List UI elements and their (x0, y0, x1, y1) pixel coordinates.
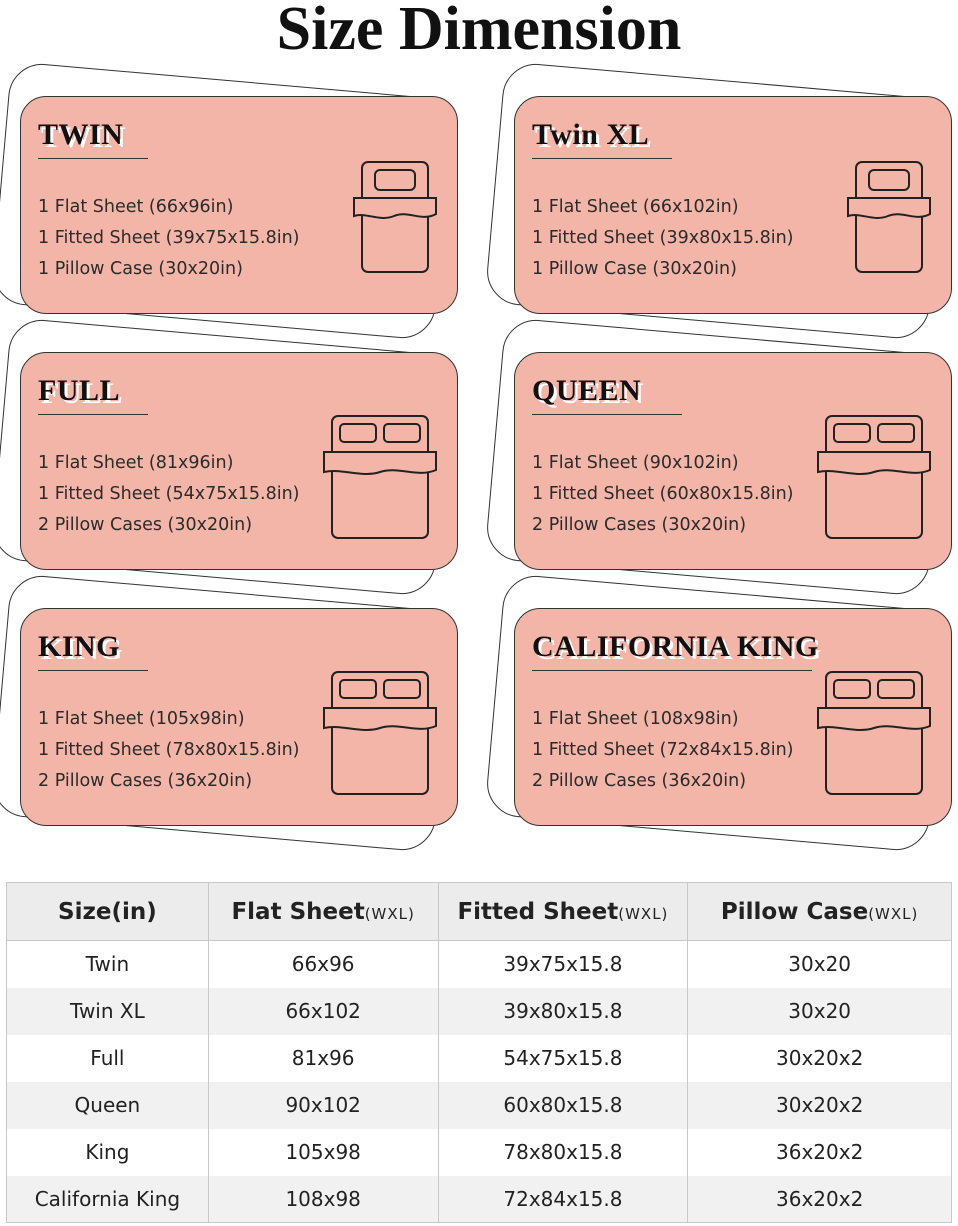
table-cell: 30x20 (688, 988, 952, 1035)
spec-item: 1 Fitted Sheet (39x75x15.8in) (38, 228, 300, 248)
column-header-unit: (WXL) (868, 904, 919, 923)
spec-item: 2 Pillow Cases (36x20in) (532, 771, 747, 791)
spec-item: 1 Flat Sheet (81x96in) (38, 453, 234, 473)
spec-item: 1 Fitted Sheet (60x80x15.8in) (532, 484, 794, 504)
table-row (7, 1176, 952, 1223)
card-heading: CALIFORNIA KING (532, 630, 819, 663)
table-cell: 36x20x2 (688, 1129, 952, 1176)
table-row (7, 1082, 952, 1129)
table-cell: 90x102 (208, 1082, 438, 1129)
table-row (7, 1129, 952, 1176)
spec-list (532, 448, 794, 541)
table-cell: 81x96 (208, 1035, 438, 1082)
table-row (7, 1035, 952, 1082)
twin-bed-icon (352, 156, 438, 278)
spec-item: 1 Pillow Case (30x20in) (532, 259, 737, 279)
table-cell: Full (7, 1035, 209, 1082)
card-heading: QUEEN (532, 374, 642, 407)
table-cell: 30x20 (688, 941, 952, 988)
heading-rule (532, 414, 682, 415)
column-header-label: Fitted Sheet (457, 898, 619, 925)
spec-item: 1 Flat Sheet (66x102in) (532, 197, 739, 217)
column-header-flat-sheet (208, 883, 438, 941)
column-header-pillow-case (688, 883, 952, 941)
size-card-california-king (502, 604, 952, 864)
size-card-king (8, 604, 458, 864)
spec-list (532, 192, 794, 285)
column-header-size (7, 883, 209, 941)
card-heading: Twin XL (532, 118, 650, 151)
column-header-unit: (WXL) (618, 904, 669, 923)
table-cell: Twin (7, 941, 209, 988)
size-table (6, 882, 952, 1223)
spec-item: 2 Pillow Cases (36x20in) (38, 771, 253, 791)
spec-item: 2 Pillow Cases (30x20in) (532, 515, 747, 535)
spec-item: 1 Flat Sheet (66x96in) (38, 197, 234, 217)
spec-item: 2 Pillow Cases (30x20in) (38, 515, 253, 535)
spec-item: 1 Flat Sheet (108x98in) (532, 709, 739, 729)
size-card-full (8, 348, 458, 608)
card-heading: TWIN (38, 118, 124, 151)
size-card-twin-xl (502, 92, 952, 352)
column-header-label: Size(in) (58, 898, 157, 925)
spec-list (38, 192, 300, 285)
card-heading: FULL (38, 374, 121, 407)
table-cell: 60x80x15.8 (438, 1082, 688, 1129)
page-title: Size Dimension (276, 0, 682, 63)
heading-rule (38, 158, 148, 159)
table-cell: 72x84x15.8 (438, 1176, 688, 1223)
twin-bed-icon (846, 156, 932, 278)
table-cell: King (7, 1129, 209, 1176)
table-cell: 108x98 (208, 1176, 438, 1223)
table-cell: 54x75x15.8 (438, 1035, 688, 1082)
column-header-fitted-sheet (438, 883, 688, 941)
table-cell: Queen (7, 1082, 209, 1129)
table-cell: 30x20x2 (688, 1035, 952, 1082)
table-cell: 105x98 (208, 1129, 438, 1176)
table-row (7, 988, 952, 1035)
double-bed-icon (816, 668, 932, 798)
spec-item: 1 Fitted Sheet (72x84x15.8in) (532, 740, 794, 760)
spec-list (38, 704, 300, 797)
heading-rule (532, 670, 812, 671)
table-cell: California King (7, 1176, 209, 1223)
spec-list (532, 704, 794, 797)
heading-rule (532, 158, 672, 159)
spec-item: 1 Flat Sheet (90x102in) (532, 453, 739, 473)
double-bed-icon (322, 412, 438, 542)
double-bed-icon (322, 668, 438, 798)
spec-list (38, 448, 300, 541)
spec-item: 1 Fitted Sheet (78x80x15.8in) (38, 740, 300, 760)
table-cell: 66x96 (208, 941, 438, 988)
spec-item: 1 Pillow Case (30x20in) (38, 259, 243, 279)
table-cell: 78x80x15.8 (438, 1129, 688, 1176)
spec-item: 1 Fitted Sheet (39x80x15.8in) (532, 228, 794, 248)
table-cell: Twin XL (7, 988, 209, 1035)
double-bed-icon (816, 412, 932, 542)
column-header-label: Pillow Case (720, 898, 869, 925)
table-header-row (7, 883, 952, 941)
spec-item: 1 Flat Sheet (105x98in) (38, 709, 245, 729)
column-header-label: Flat Sheet (231, 898, 365, 925)
table-row (7, 941, 952, 988)
column-header-unit: (WXL) (364, 904, 415, 923)
heading-rule (38, 670, 148, 671)
table-cell: 39x80x15.8 (438, 988, 688, 1035)
size-card-twin (8, 92, 458, 352)
table-cell: 36x20x2 (688, 1176, 952, 1223)
table-cell: 39x75x15.8 (438, 941, 688, 988)
table-cell: 30x20x2 (688, 1082, 952, 1129)
table-cell: 66x102 (208, 988, 438, 1035)
size-card-queen (502, 348, 952, 608)
spec-item: 1 Fitted Sheet (54x75x15.8in) (38, 484, 300, 504)
card-heading: KING (38, 630, 121, 663)
heading-rule (38, 414, 148, 415)
